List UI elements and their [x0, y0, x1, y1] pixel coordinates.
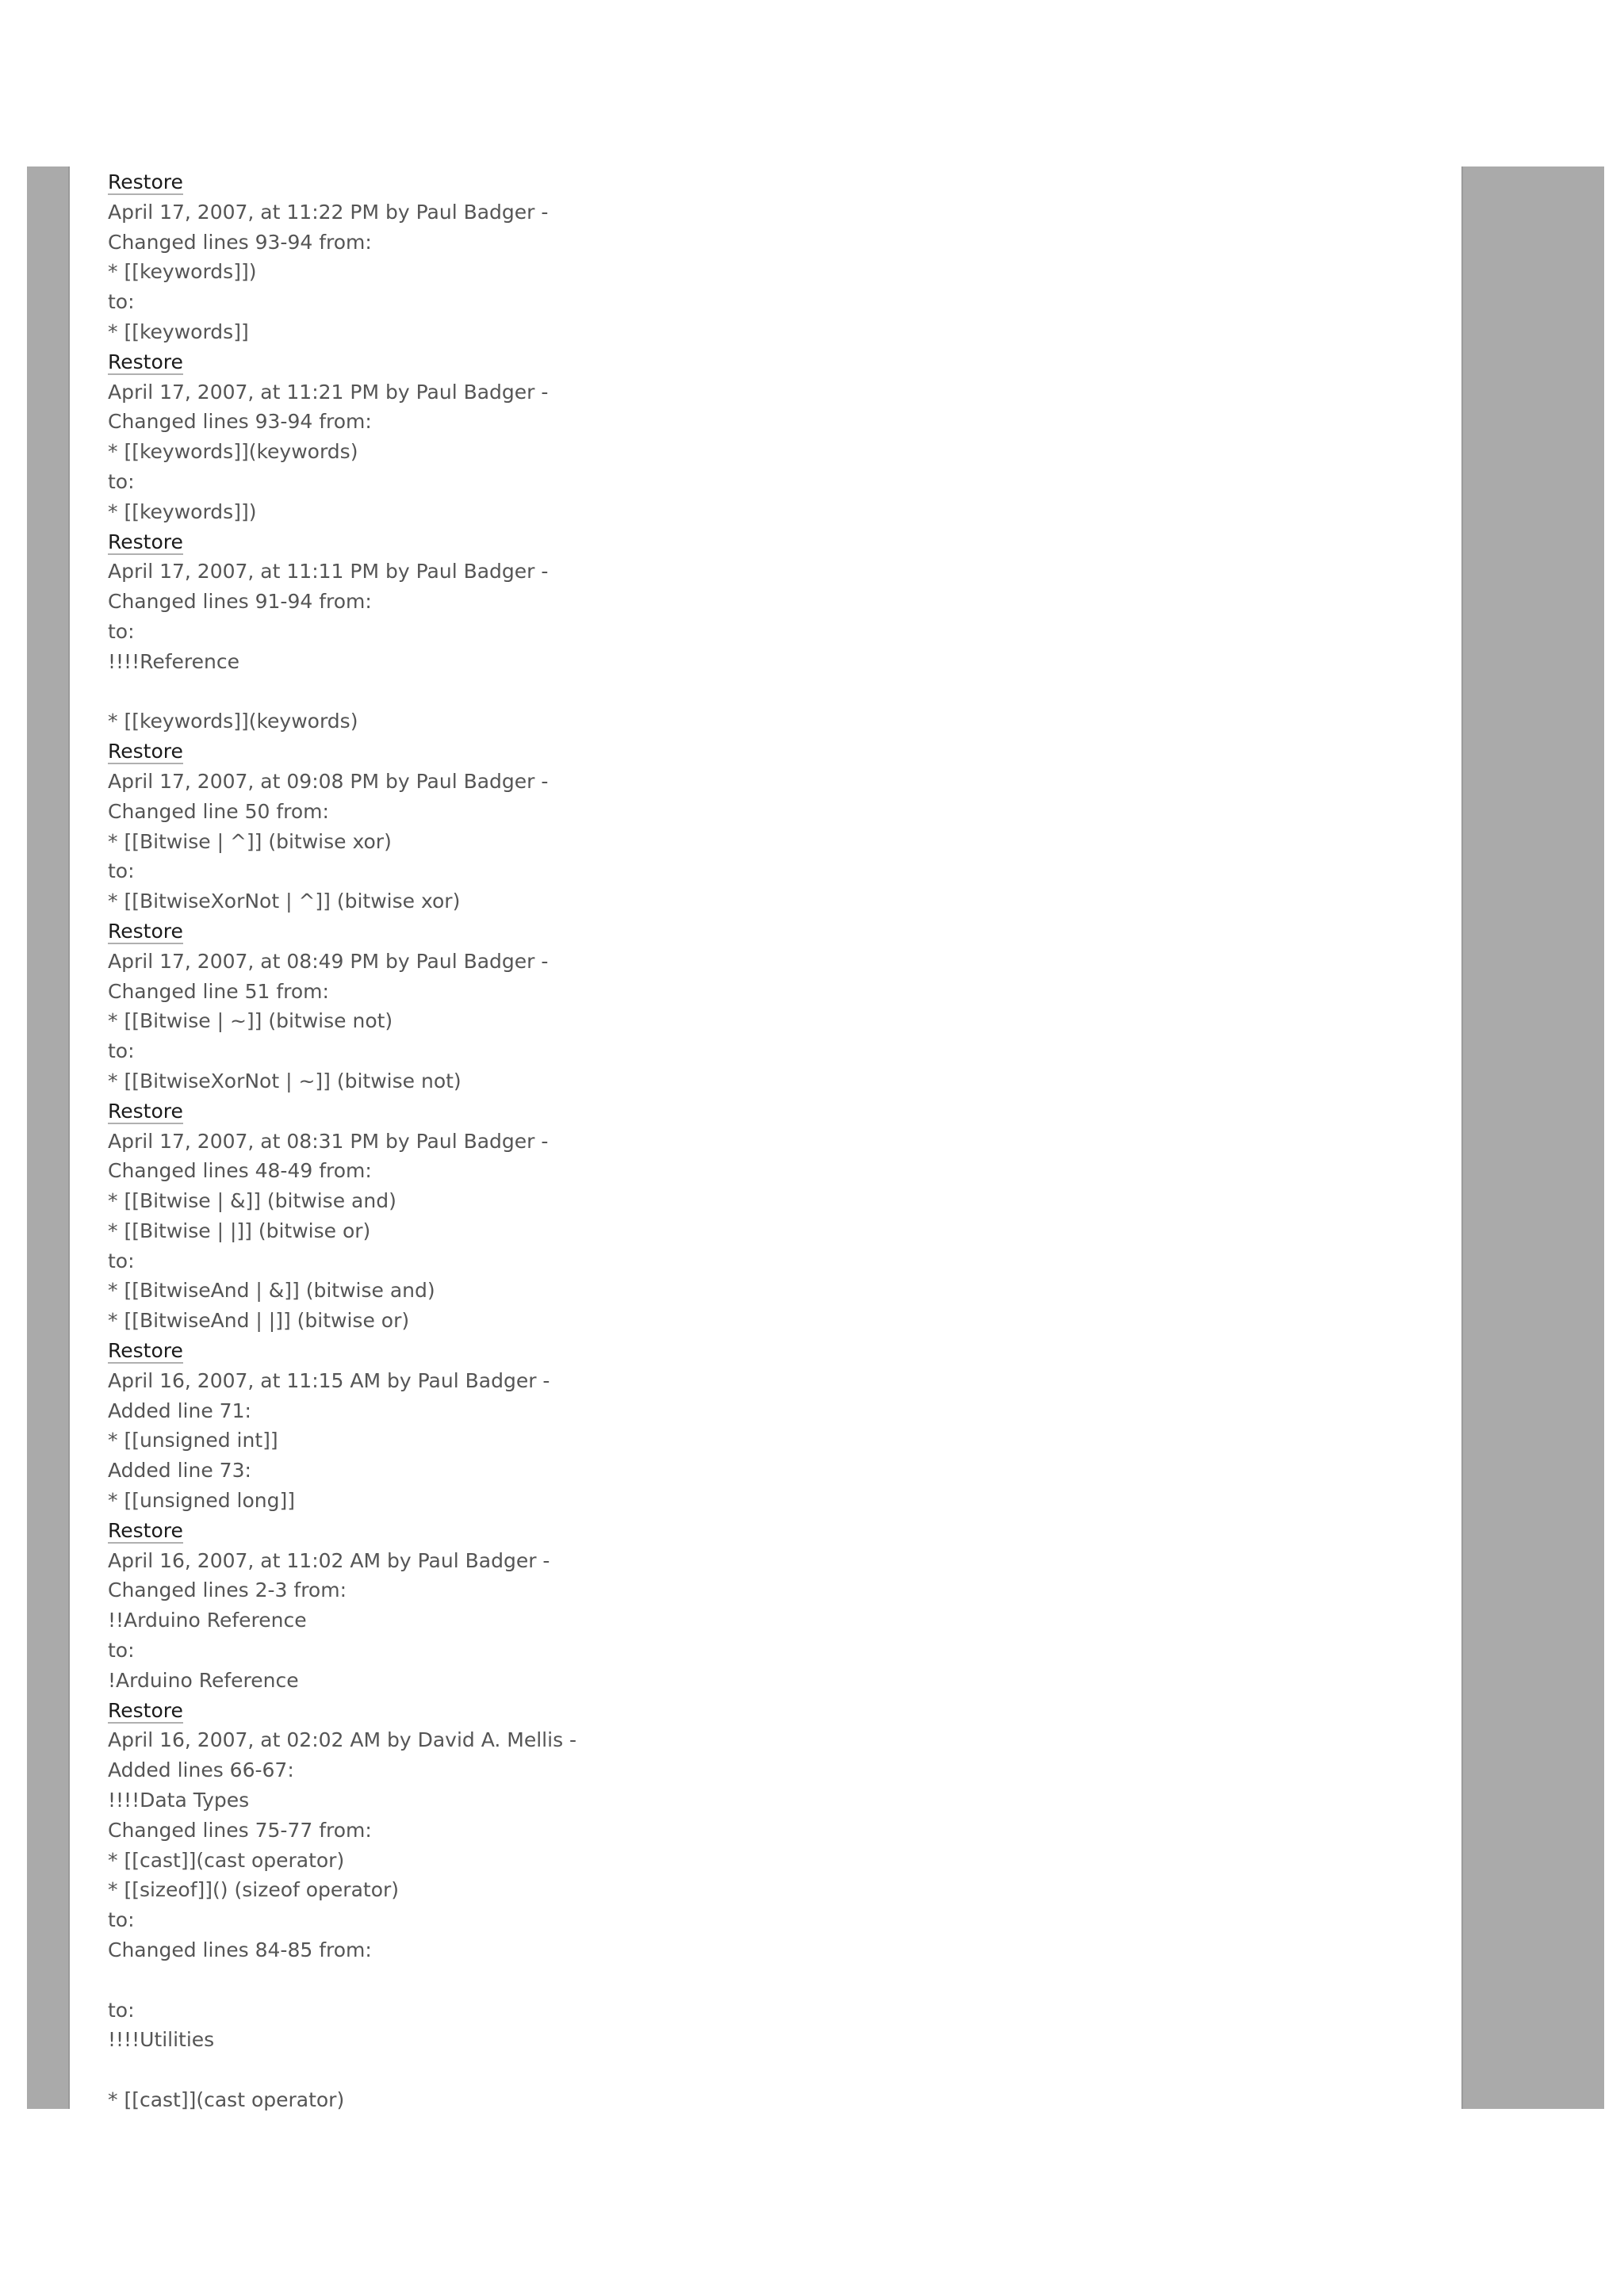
- diff-line: * [[unsigned long]]: [108, 1489, 295, 1513]
- restore-link[interactable]: Restore: [108, 350, 183, 373]
- diff-line: * [[keywords]](keywords): [108, 440, 358, 464]
- diff-line: * [[BitwiseAnd | &]] (bitwise and): [108, 1279, 435, 1303]
- revision-header: April 16, 2007, at 11:15 AM by Paul Badger -: [108, 1368, 550, 1392]
- diff-line: !!!!Reference: [108, 649, 239, 673]
- diff-line: * [[sizeof]]() (sizeof operator): [108, 1878, 400, 1902]
- diff-line: * [[keywords]]: [108, 320, 249, 343]
- diff-line: Changed lines 93-94 from:: [108, 410, 372, 434]
- revision-header: April 17, 2007, at 08:49 PM by Paul Badger -: [108, 949, 549, 973]
- diff-line: Changed line 51 from:: [108, 979, 329, 1003]
- diff-line: to:: [108, 859, 135, 883]
- diff-line: * [[unsigned int]]: [108, 1429, 278, 1452]
- revision-entry: [108, 737, 1440, 916]
- revision-entry: [108, 916, 1440, 1096]
- diff-line: !!!!Data Types: [108, 1789, 250, 1812]
- diff-line: * [[keywords]]): [108, 499, 257, 523]
- diff-line: to:: [108, 1998, 135, 2022]
- diff-line: * [[BitwiseXorNot | ~]] (bitwise not): [108, 1069, 462, 1093]
- page-history: [108, 167, 1440, 2115]
- diff-line: * [[Bitwise | ^]] (bitwise xor): [108, 829, 392, 853]
- diff-line: * [[BitwiseAnd | |]] (bitwise or): [108, 1309, 410, 1333]
- diff-line: * [[keywords]]): [108, 260, 257, 284]
- diff-line: to:: [108, 619, 135, 643]
- diff-line: Changed lines 84-85 from:: [108, 1938, 372, 1962]
- revision-header: April 17, 2007, at 09:08 PM by Paul Badger -: [108, 769, 549, 793]
- diff-line: [108, 1965, 1440, 1996]
- restore-link[interactable]: Restore: [108, 170, 183, 193]
- diff-line: !!Arduino Reference: [108, 1609, 307, 1632]
- diff-line: !Arduino Reference: [108, 1668, 299, 1692]
- diff-line: * [[Bitwise | ~]] (bitwise not): [108, 1009, 393, 1033]
- left-sidebar: [27, 166, 70, 2109]
- revision-entry: [108, 1096, 1440, 1336]
- revision-entry: [108, 527, 1440, 737]
- diff-line: * [[cast]](cast operator): [108, 2088, 345, 2111]
- revision-entry: [108, 167, 1440, 347]
- diff-line: Changed line 50 from:: [108, 799, 329, 823]
- revision-entry: [108, 1696, 1440, 2115]
- diff-line: * [[BitwiseXorNot | ^]] (bitwise xor): [108, 890, 461, 913]
- diff-line: to:: [108, 469, 135, 493]
- right-sidebar: [1461, 166, 1604, 2109]
- diff-line: to:: [108, 1908, 135, 1932]
- diff-line: !!!!Utilities: [108, 2028, 215, 2052]
- diff-line: to:: [108, 1039, 135, 1063]
- revision-header: April 17, 2007, at 11:11 PM by Paul Badger -: [108, 560, 549, 584]
- revision-header: April 17, 2007, at 08:31 PM by Paul Badger -: [108, 1129, 549, 1153]
- diff-line: * [[cast]](cast operator): [108, 1848, 345, 1872]
- diff-line: Changed lines 91-94 from:: [108, 590, 372, 614]
- restore-link[interactable]: Restore: [108, 1099, 183, 1123]
- diff-line: to:: [108, 290, 135, 314]
- restore-link[interactable]: Restore: [108, 740, 183, 763]
- revision-header: April 16, 2007, at 02:02 AM by David A. Mellis -: [108, 1728, 577, 1752]
- diff-line: * [[Bitwise | |]] (bitwise or): [108, 1219, 371, 1242]
- diff-line: Changed lines 93-94 from:: [108, 230, 372, 254]
- restore-link[interactable]: Restore: [108, 1339, 183, 1363]
- revision-header: April 17, 2007, at 11:21 PM by Paul Badger -: [108, 380, 549, 404]
- restore-link[interactable]: Restore: [108, 1518, 183, 1542]
- revision-header: April 16, 2007, at 11:02 AM by Paul Badger -: [108, 1548, 550, 1572]
- diff-line: Changed lines 2-3 from:: [108, 1578, 347, 1602]
- restore-link[interactable]: Restore: [108, 530, 183, 553]
- restore-link[interactable]: Restore: [108, 919, 183, 943]
- diff-line: [108, 2055, 1440, 2085]
- diff-line: to:: [108, 1249, 135, 1272]
- restore-link[interactable]: Restore: [108, 1698, 183, 1722]
- diff-line: [108, 677, 1440, 707]
- diff-line: Changed lines 75-77 from:: [108, 1818, 372, 1842]
- revision-header: April 17, 2007, at 11:22 PM by Paul Badger -: [108, 200, 549, 224]
- diff-line: to:: [108, 1639, 135, 1663]
- revision-entry: [108, 1516, 1440, 1696]
- diff-line: Added line 71:: [108, 1399, 251, 1422]
- diff-line: Added lines 66-67:: [108, 1758, 294, 1782]
- diff-line: * [[keywords]](keywords): [108, 710, 358, 733]
- diff-line: Added line 73:: [108, 1459, 251, 1483]
- revision-entry: [108, 347, 1440, 527]
- revision-entry: [108, 1336, 1440, 1516]
- diff-line: * [[Bitwise | &]] (bitwise and): [108, 1189, 396, 1213]
- diff-line: Changed lines 48-49 from:: [108, 1159, 372, 1183]
